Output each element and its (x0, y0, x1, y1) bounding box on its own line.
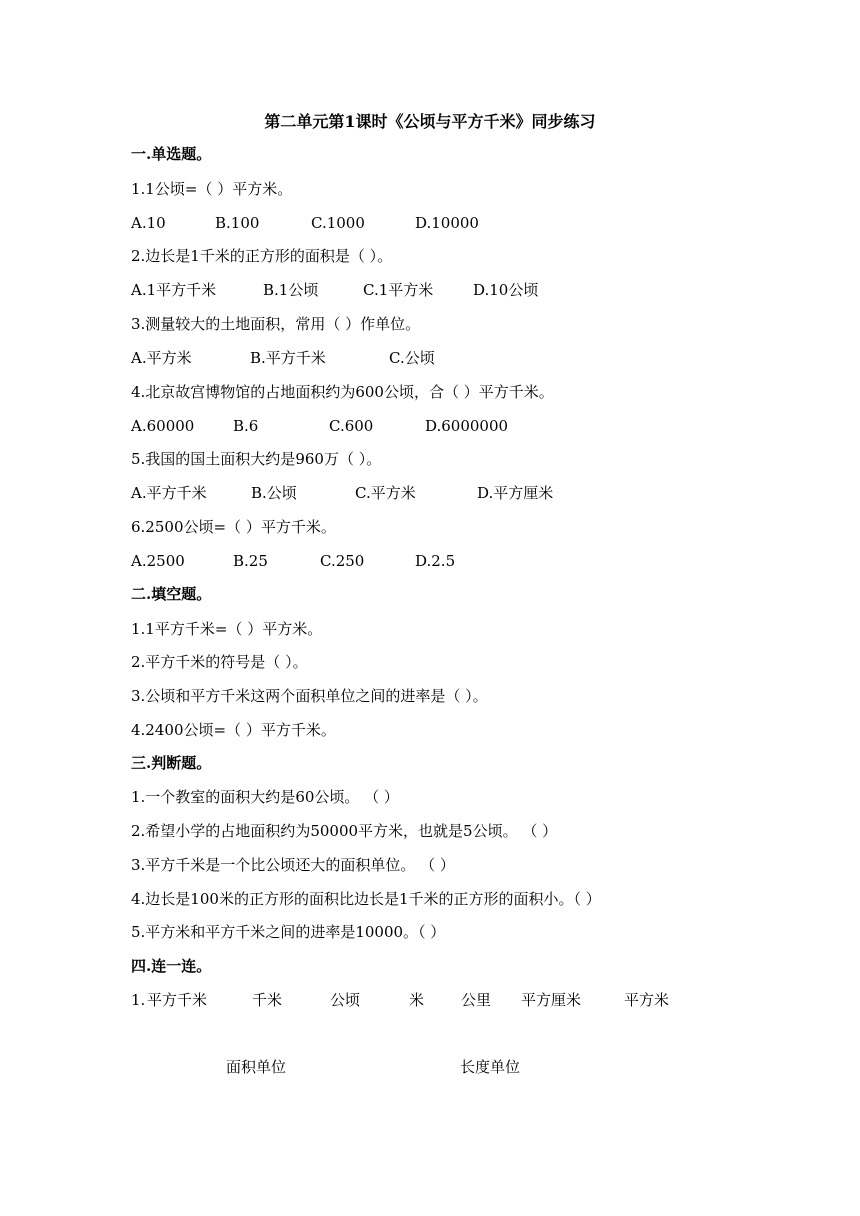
option-d: D.6000000 (425, 417, 509, 435)
option-a: A.1平方千米 (131, 281, 217, 299)
option-d: D.10000 (415, 214, 479, 232)
question-text: 3.平方千米是一个比公顷还大的面积单位。 （ ） (131, 856, 455, 874)
question-text: 5.平方米和平方千米之间的进率是10000。（ ） (131, 923, 446, 941)
section-heading-true-false: 三.判断题。 (131, 754, 212, 772)
question-text: 6.2500公顷=（ ）平方千米。 (131, 518, 336, 536)
match-item: 米 (409, 991, 425, 1009)
option-d: D.平方厘米 (477, 484, 554, 502)
question-text: 4.边长是100米的正方形的面积比边长是1千米的正方形的面积小。（ ） (131, 890, 601, 908)
option-b: B.6 (233, 417, 259, 435)
option-b: B.公顷 (251, 484, 297, 502)
question-text: 1.1平方千米=（ ）平方米。 (131, 620, 323, 638)
option-c: C.250 (320, 552, 365, 570)
match-item: 千米 (252, 991, 283, 1009)
question-text: 4.2400公顷=（ ）平方千米。 (131, 721, 336, 739)
match-item: 公顷 (330, 991, 361, 1009)
page-title: 第二单元第1课时《公顷与平方千米》同步练习 (264, 112, 596, 131)
option-a: A.2500 (131, 552, 185, 570)
option-c: C.平方米 (355, 484, 416, 502)
question-text: 2.平方千米的符号是（ ）。 (131, 653, 308, 671)
question-text: 3.公顷和平方千米这两个面积单位之间的进率是（ ）。 (131, 687, 488, 705)
option-c: C.600 (329, 417, 374, 435)
question-text: 4.北京故宫博物馆的占地面积约为600公顷，合（ ）平方千米。 (131, 383, 554, 401)
question-text: 1.1公顷=（ ）平方米。 (131, 180, 293, 198)
match-category-area: 面积单位 (226, 1058, 287, 1076)
question-text: 5.我国的国土面积大约是960万（ ）。 (131, 450, 382, 468)
option-a: A.60000 (131, 417, 195, 435)
match-item: 平方千米 (147, 991, 208, 1009)
option-c: C.1平方米 (363, 281, 434, 299)
section-heading-fill-blank: 二.填空题。 (131, 585, 212, 603)
match-item: 平方米 (624, 991, 670, 1009)
option-a: A.10 (131, 214, 166, 232)
section-heading-matching: 四.连一连。 (131, 957, 212, 975)
option-d: D.10公顷 (473, 281, 539, 299)
question-text: 1.一个教室的面积大约是60公顷。 （ ） (131, 788, 399, 806)
match-category-length: 长度单位 (460, 1058, 521, 1076)
match-item: 公里 (461, 991, 492, 1009)
option-a: A.平方千米 (131, 484, 207, 502)
option-c: C.1000 (311, 214, 365, 232)
option-d: D.2.5 (415, 552, 456, 570)
option-b: B.1公顷 (263, 281, 319, 299)
option-b: B.平方千米 (250, 349, 326, 367)
match-item: 平方厘米 (521, 991, 582, 1009)
section-heading-single-choice: 一.单选题。 (131, 145, 212, 163)
option-b: B.25 (233, 552, 268, 570)
question-text: 2.边长是1千米的正方形的面积是（ ）。 (131, 247, 393, 265)
question-text: 2.希望小学的占地面积约为50000平方米，也就是5公顷。 （ ） (131, 822, 558, 840)
question-text: 3.测量较大的土地面积，常用（ ）作单位。 (131, 315, 421, 333)
match-prefix: 1. (131, 991, 146, 1009)
option-a: A.平方米 (131, 349, 192, 367)
option-b: B.100 (215, 214, 260, 232)
option-c: C.公顷 (389, 349, 435, 367)
